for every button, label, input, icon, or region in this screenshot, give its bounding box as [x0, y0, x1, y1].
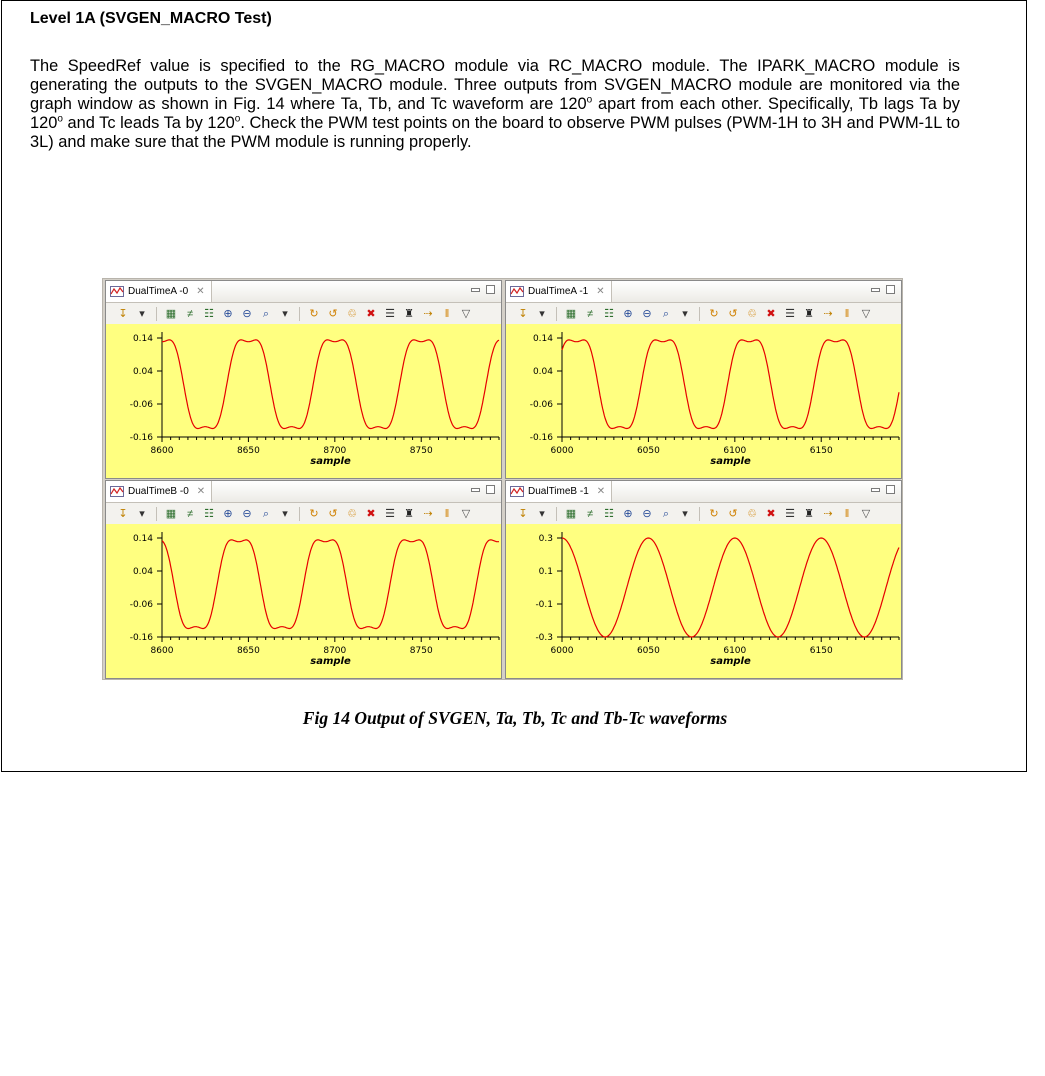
measure-icon[interactable]: ☷ [204, 307, 214, 320]
x-axis-label: sample [710, 456, 751, 467]
y-tick-label: 0.04 [532, 367, 553, 377]
y-tick-label: -0.06 [129, 400, 153, 410]
degree-sup-3: o [234, 113, 241, 125]
x-axis-label: sample [710, 656, 751, 667]
y-tick-label: -0.1 [535, 600, 553, 610]
axis-icon[interactable]: ↧ [518, 507, 528, 520]
maximize-icon[interactable] [886, 285, 895, 294]
minimize-icon[interactable] [871, 288, 880, 292]
properties-icon[interactable]: ☰ [385, 307, 395, 320]
window-buttons [871, 285, 895, 294]
cursor-icon[interactable]: ≠ [586, 307, 594, 320]
grid-icon[interactable]: ▦ [165, 307, 177, 320]
dropdown-arrow-icon[interactable]: ▾ [282, 507, 288, 520]
measure-icon[interactable]: ☷ [204, 507, 214, 520]
auto-refresh-icon[interactable]: ↺ [728, 307, 738, 320]
graph-icon [110, 286, 124, 297]
remove-icon[interactable]: ✖ [766, 507, 776, 520]
sync-icon[interactable]: ♲ [747, 507, 757, 520]
degree-sup-1: o [586, 94, 593, 106]
properties-icon[interactable]: ☰ [385, 507, 395, 520]
cursor-icon[interactable]: ≠ [586, 507, 594, 520]
remove-icon[interactable]: ✖ [366, 507, 376, 520]
paragraph-text-2: apart from each other. Specifically, Tb lags Ta by 120 [30, 95, 960, 132]
graph-toolbar [506, 503, 901, 525]
sync-icon[interactable]: ♲ [347, 307, 357, 320]
x-tick-label: 8700 [323, 446, 347, 456]
zoom-out-icon[interactable]: ⊖ [242, 507, 252, 520]
pause-icon[interactable]: ‖ [444, 507, 450, 520]
close-icon[interactable]: ✕ [196, 286, 205, 297]
toolbar-separator [556, 307, 557, 321]
refresh-icon[interactable]: ↻ [709, 507, 719, 520]
y-tick-label: -0.06 [129, 600, 153, 610]
find-icon[interactable]: ♜ [804, 507, 814, 520]
graph-icon [510, 486, 524, 497]
y-tick-label: -0.3 [535, 633, 553, 643]
toolbar-separator [299, 307, 300, 321]
tab-bar [506, 281, 901, 303]
measure-icon[interactable]: ☷ [604, 507, 614, 520]
y-tick-label: 0.1 [538, 567, 553, 577]
dropdown-arrow-icon[interactable]: ▾ [539, 307, 545, 320]
zoom-in-icon[interactable]: ⊕ [223, 507, 233, 520]
x-tick-label: 6000 [550, 646, 574, 656]
graph-tab[interactable] [506, 281, 612, 302]
window-buttons [471, 485, 495, 494]
cursor-icon[interactable]: ≠ [186, 507, 194, 520]
dropdown-arrow-icon[interactable]: ▾ [282, 307, 288, 320]
find-icon[interactable]: ♜ [404, 507, 414, 520]
remove-icon[interactable]: ✖ [366, 307, 376, 320]
x-tick-label: 8700 [323, 646, 347, 656]
pause-icon[interactable]: ‖ [844, 507, 850, 520]
tab-label: DualTimeB -0 [128, 486, 189, 497]
graph-icon [510, 286, 524, 297]
plot-area [106, 324, 501, 478]
tab-label: DualTimeA -0 [128, 286, 189, 297]
x-tick-label: 6000 [550, 446, 574, 456]
auto-refresh-icon[interactable]: ↺ [728, 507, 738, 520]
toolbar-separator [299, 507, 300, 521]
measure-icon[interactable]: ☷ [604, 307, 614, 320]
graph-toolbar [106, 303, 501, 325]
x-axis-label: sample [310, 656, 351, 667]
properties-icon[interactable]: ☰ [785, 307, 795, 320]
zoom-out-icon[interactable]: ⊖ [242, 307, 252, 320]
refresh-icon[interactable]: ↻ [709, 307, 719, 320]
zoom-out-icon[interactable]: ⊖ [642, 507, 652, 520]
x-tick-label: 8600 [150, 446, 174, 456]
auto-refresh-icon[interactable]: ↺ [328, 507, 338, 520]
x-tick-label: 8650 [236, 646, 260, 656]
maximize-icon[interactable] [486, 285, 495, 294]
paragraph-text-4: . Check the PWM test points on the board to observe PWM pulses (PWM-1H to 3H and PWM-1L to 3L) and make sure that the PWM module is running properly. [30, 114, 960, 151]
toolbar-separator [556, 507, 557, 521]
x-tick-label: 6150 [809, 446, 833, 456]
figure-caption: Fig 14 Output of SVGEN, Ta, Tb, Tc and Tb-Tc waveforms [302, 708, 728, 728]
y-tick-label: 0.3 [538, 534, 553, 544]
y-tick-label: 0.14 [532, 334, 553, 344]
paragraph-text-1: The SpeedRef value is specified to the RG_MACRO module via RC_MACRO module. The IPARK_MACRO module is generating the outputs to the SVGEN_MACRO module. Three outputs from SVGEN_MACRO module are monitored via the graph window as shown in Fig. 14 where Ta, Tb, and Tc waveform are 120 [30, 57, 960, 113]
toolbar-separator [699, 507, 700, 521]
grid-icon[interactable]: ▦ [165, 507, 177, 520]
y-tick-label: 0.04 [132, 367, 153, 377]
step-icon[interactable]: ⇢ [423, 507, 433, 520]
grid-icon[interactable]: ▦ [565, 307, 577, 320]
y-tick-label: -0.06 [529, 400, 553, 410]
y-tick-label: 0.14 [132, 534, 153, 544]
tab-bar [506, 481, 901, 503]
dropdown-arrow-icon[interactable]: ▾ [682, 307, 688, 320]
zoom-fit-icon[interactable]: ⌕ [262, 507, 270, 520]
x-axis-label: sample [310, 456, 351, 467]
x-tick-label: 6050 [636, 446, 660, 456]
section-heading: Level 1A (SVGEN_MACRO Test) [30, 10, 272, 27]
graph-panel-dualtimea-0 [105, 280, 502, 479]
zoom-in-icon[interactable]: ⊕ [623, 307, 633, 320]
tab-bar [106, 481, 501, 503]
y-tick-label: -0.16 [129, 633, 153, 643]
sync-icon[interactable]: ♲ [347, 507, 357, 520]
toolbar-separator [699, 307, 700, 321]
zoom-fit-icon[interactable]: ⌕ [262, 307, 270, 320]
graph-tab[interactable] [106, 281, 212, 302]
graph-tab[interactable] [106, 481, 212, 502]
text-box [1, 0, 1027, 772]
remove-icon[interactable]: ✖ [766, 307, 776, 320]
graph-panel-dualtimea-1 [505, 280, 902, 479]
plot-area [506, 524, 901, 678]
maximize-icon[interactable] [886, 485, 895, 494]
maximize-icon[interactable] [486, 485, 495, 494]
zoom-out-icon[interactable]: ⊖ [642, 307, 652, 320]
properties-icon[interactable]: ☰ [785, 507, 795, 520]
find-icon[interactable]: ♜ [404, 307, 414, 320]
view-menu-icon[interactable]: ▽ [461, 307, 471, 320]
plot-area [506, 324, 901, 478]
zoom-fit-icon[interactable]: ⌕ [662, 507, 670, 520]
x-tick-label: 8750 [409, 446, 433, 456]
close-icon[interactable]: ✕ [596, 286, 605, 297]
refresh-icon[interactable]: ↻ [309, 507, 319, 520]
x-tick-label: 6100 [723, 446, 747, 456]
view-menu-icon[interactable]: ▽ [861, 307, 871, 320]
tab-label: DualTimeA -1 [528, 286, 589, 297]
body-paragraph [30, 57, 960, 152]
graph-panel-dualtimeb-0 [105, 480, 502, 679]
x-tick-label: 8650 [236, 446, 260, 456]
dropdown-arrow-icon[interactable]: ▾ [139, 307, 145, 320]
paragraph-text-3: and Tc leads Ta by 120 [62, 114, 235, 132]
auto-refresh-icon[interactable]: ↺ [328, 307, 338, 320]
y-tick-label: -0.16 [529, 433, 553, 443]
toolbar-separator [156, 307, 157, 321]
refresh-icon[interactable]: ↻ [309, 307, 319, 320]
window-buttons [871, 485, 895, 494]
minimize-icon[interactable] [471, 488, 480, 492]
y-tick-label: 0.14 [132, 334, 153, 344]
zoom-in-icon[interactable]: ⊕ [223, 307, 233, 320]
pause-icon[interactable]: ‖ [844, 307, 850, 320]
x-tick-label: 6100 [723, 646, 747, 656]
y-tick-label: -0.16 [129, 433, 153, 443]
grid-icon[interactable]: ▦ [565, 507, 577, 520]
x-tick-label: 6150 [809, 646, 833, 656]
window-buttons [471, 285, 495, 294]
x-tick-label: 8600 [150, 646, 174, 656]
close-icon[interactable]: ✕ [196, 486, 206, 497]
x-tick-label: 6050 [636, 646, 660, 656]
cursor-icon[interactable]: ≠ [186, 307, 194, 320]
graph-toolbar [506, 303, 901, 325]
graph-tab[interactable] [506, 481, 612, 502]
zoom-fit-icon[interactable]: ⌕ [662, 307, 670, 320]
step-icon[interactable]: ⇢ [423, 307, 433, 320]
find-icon[interactable]: ♜ [804, 307, 814, 320]
minimize-icon[interactable] [471, 288, 480, 292]
close-icon[interactable]: ✕ [596, 486, 606, 497]
axis-icon[interactable]: ↧ [518, 307, 528, 320]
plot-area [106, 524, 501, 678]
dropdown-arrow-icon[interactable]: ▾ [539, 507, 545, 520]
tab-label: DualTimeB -1 [528, 486, 589, 497]
axis-icon[interactable]: ↧ [118, 507, 128, 520]
x-tick-label: 8750 [409, 646, 433, 656]
minimize-icon[interactable] [871, 488, 880, 492]
view-menu-icon[interactable]: ▽ [461, 507, 471, 520]
step-icon[interactable]: ⇢ [823, 307, 833, 320]
axis-icon[interactable]: ↧ [118, 307, 128, 320]
pause-icon[interactable]: ‖ [444, 307, 450, 320]
step-icon[interactable]: ⇢ [823, 507, 833, 520]
graph-panel-dualtimeb-1 [505, 480, 902, 679]
dropdown-arrow-icon[interactable]: ▾ [139, 507, 145, 520]
graph-figure [102, 278, 903, 680]
degree-sup-2: o [57, 113, 63, 125]
sync-icon[interactable]: ♲ [747, 307, 757, 320]
graph-toolbar [106, 503, 501, 525]
y-tick-label: 0.04 [132, 567, 153, 577]
zoom-in-icon[interactable]: ⊕ [623, 507, 633, 520]
graph-icon [110, 486, 124, 497]
view-menu-icon[interactable]: ▽ [861, 507, 871, 520]
toolbar-separator [156, 507, 157, 521]
tab-bar [106, 281, 501, 303]
dropdown-arrow-icon[interactable]: ▾ [682, 507, 688, 520]
